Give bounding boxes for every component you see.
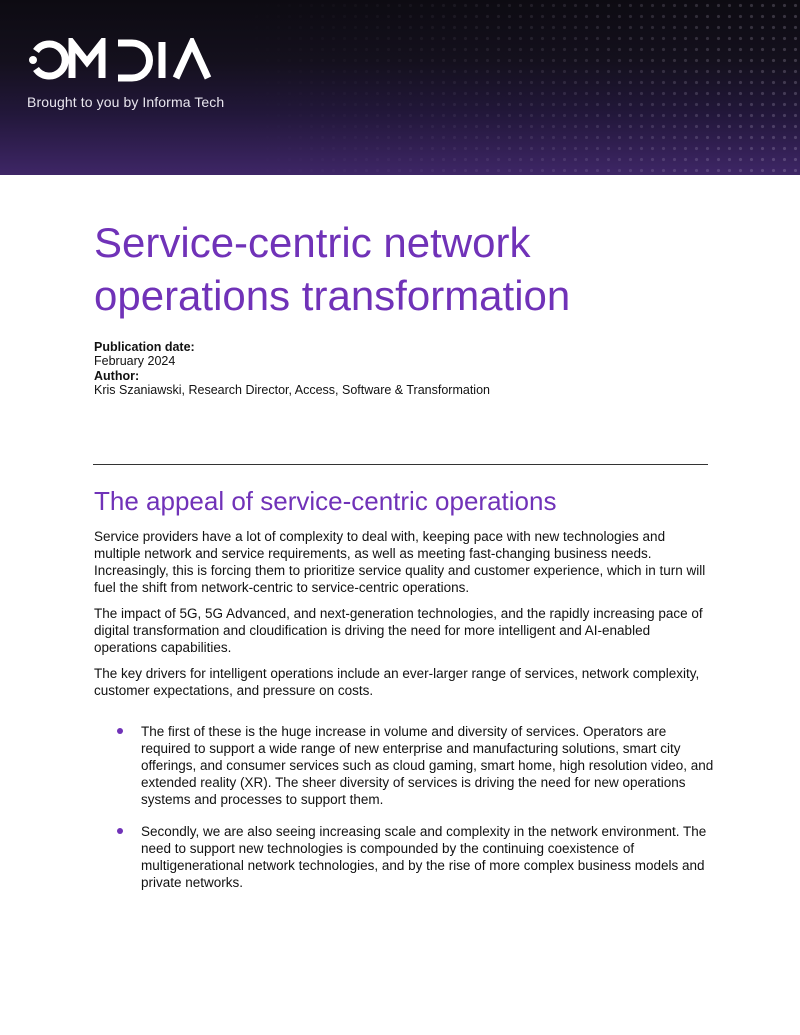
omdia-logo-mark	[26, 38, 226, 82]
bullet-text: The first of these is the huge increase in volume and diversity of services. Operators are required to support a wide range of new enterprise and manufacturing solutions, smart city offerings, and consumer services such as cloud gaming, smart home, high resolution video, and extended reality (XR). The sheer diversity of services is driving the need for new operations systems and processes to support them.	[141, 724, 714, 807]
bullet-icon	[117, 828, 123, 834]
header-banner	[0, 0, 800, 175]
bullet-item	[94, 823, 714, 891]
author-name: Kris Szaniawski, Research Director, Access, Software & Transformation	[94, 382, 490, 397]
body-paragraph: Service providers have a lot of complexity to deal with, keeping pace with new technologies and multiple network and service requirements, as well as meeting fast-changing business needs. Increasingly, this is forcing them to prioritize service quality and customer experience, which in turn will fuel the shift from network-centric to service-centric operations.	[94, 529, 706, 595]
publication-date: February 2024	[94, 354, 176, 369]
section-divider	[93, 464, 708, 465]
tagline: Brought to you by Informa Tech	[27, 94, 225, 110]
document-title	[94, 216, 734, 322]
bullet-item	[94, 723, 714, 808]
publication-meta	[94, 340, 490, 397]
title-line-2: operations transformation	[94, 272, 571, 319]
bullet-list	[94, 723, 714, 891]
author-label: Author:	[94, 368, 140, 383]
title-line-1: Service-centric network	[94, 219, 531, 266]
section-heading: The appeal of service-centric operations	[94, 486, 557, 516]
body-paragraph: The key drivers for intelligent operations include an ever-larger range of services, network complexity, customer expectations, and pressure on costs.	[94, 666, 700, 698]
bullet-icon	[117, 728, 123, 734]
publication-date-label: Publication date:	[94, 340, 195, 354]
omdia-logo	[26, 38, 226, 87]
bullet-text: Secondly, we are also seeing increasing scale and complexity in the network environment. The need to support new technologies is compounded by the continuing coexistence of multigenerational network technologies, and by the rise of more complex business models and private networks.	[141, 824, 707, 890]
body-paragraph: The impact of 5G, 5G Advanced, and next-generation technologies, and the rapidly increasing pace of digital transformation and cloudification is driving the need for more intelligent and AI-enabled operations capabilities.	[94, 606, 703, 655]
dot-pattern-decoration	[240, 0, 800, 175]
section-body	[94, 528, 714, 906]
